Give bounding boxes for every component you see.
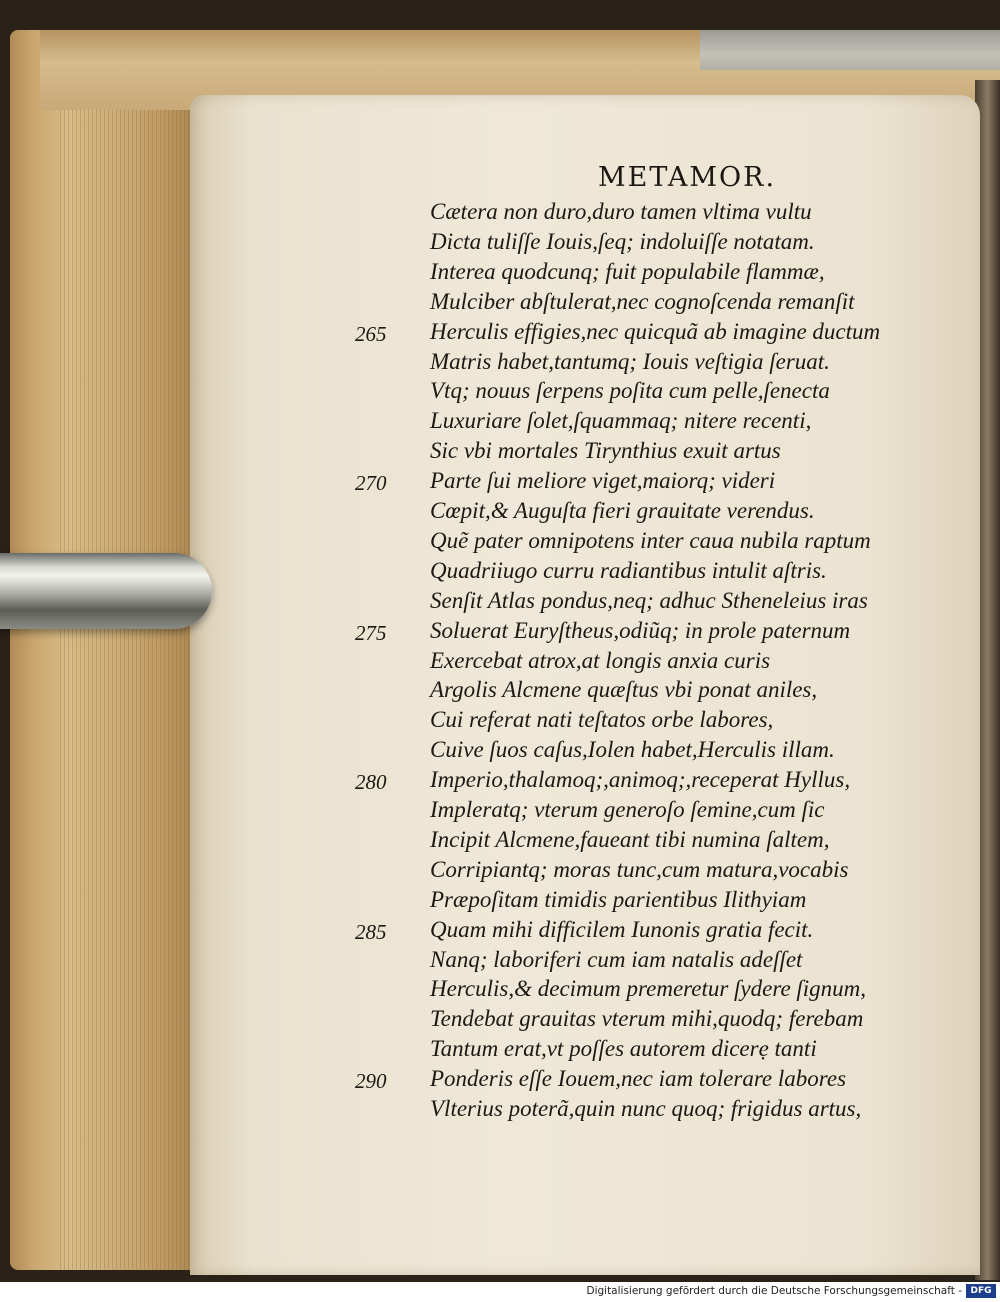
verse-line: Soluerat Euryſtheus,odiũq; in prole paternum (430, 617, 851, 643)
verse-line: Quadriiugo curru radiantibus intulit aſtris. (430, 557, 827, 583)
verse-line: Exercebat atrox,at longis anxia curis (430, 647, 771, 673)
verse-line: Dicta tuliſſe Iouis,ſeq; indoluiſſe notatam. (430, 228, 815, 254)
glass-weight-rod (0, 553, 212, 629)
verse-line: Luxuriare ſolet,ſquammaq; nitere recenti, (430, 408, 812, 434)
verse-line: Imperio,thalamoq;,animoq;,receperat Hyllus, (430, 767, 851, 793)
verse-line: Tendebat grauitas vterum mihi,quodq; ferebam (430, 1006, 864, 1032)
verse-line: Ponderis eſſe Iouem,nec iam tolerare labores (430, 1066, 847, 1092)
page-edge-lines (60, 60, 200, 1270)
footer-bar (0, 1282, 1000, 1302)
line-number: 270 (355, 471, 387, 496)
verse-line: Vtq; nouus ſerpens poſita cum pelle,ſenecta (430, 378, 830, 404)
dfg-logo-icon: DFG (966, 1284, 996, 1298)
verse-line: Nanq; laboriferi cum iam natalis adeſſet (430, 946, 803, 972)
verse-line: Senſit Atlas pondus,neq; adhuc Stheneleius iras (430, 587, 868, 613)
verse-line: Herculis,& decimum premeretur ſydere ſignum, (430, 976, 867, 1002)
line-number: 265 (355, 321, 387, 346)
verse-line: Quam mihi difficilem Iunonis gratia fecit. (430, 916, 814, 942)
verse-line: Impleratq; vterum generoſo ſemine,cum ſic (430, 797, 825, 822)
verse-line: Cœpit,& Auguſta fieri grauitate verendus. (430, 498, 815, 523)
funding-credit: Digitalisierung gefördert durch die Deutsche Forschungsgemeinschaft - (586, 1285, 962, 1297)
verse-line: Interea quodcunq; fuit populabile flammæ, (430, 258, 825, 284)
verse-line: Præpoſitam timidis parientibus Ilithyiam (430, 886, 807, 912)
verse-line: Parte ſui meliore viget,maiorq; videri (430, 468, 776, 494)
verse-line: Cætera non duro,duro tamen vltima vultu (430, 199, 812, 224)
verse-line: Sic vbi mortales Tirynthius exuit artus (430, 438, 781, 464)
verse-line: Matris habet,tantumq; Iouis veſtigia ſeruat. (430, 348, 830, 374)
line-number: 280 (355, 770, 387, 795)
verse-line: Cuive ſuos caſus,Iolen habet,Herculis illam. (430, 737, 835, 763)
verse-line: Argolis Alcmene quæſtus vbi ponat aniles, (430, 677, 818, 703)
running-header: METAMOR. (598, 162, 777, 193)
verse-line: Herculis effigies,nec quicquã ab imagine ductum (430, 318, 881, 344)
line-number: 290 (355, 1069, 387, 1094)
verse-line: Cui referat nati teſtatos orbe labores, (430, 707, 774, 733)
verse-line: Corripiantq; moras tunc,cum matura,vocabis (430, 856, 849, 882)
line-number: 285 (355, 919, 387, 944)
verse-line: Vlterius poterã,quin nunc quoq; frigidus artus, (430, 1096, 862, 1121)
cover-corner (700, 30, 1000, 70)
verse-line: Quẽ pater omnipotens inter caua nubila raptum (430, 527, 871, 553)
verse-line: Tantum erat,vt poſſes autorem dicerẹ tanti (430, 1036, 817, 1062)
line-number: 275 (355, 620, 387, 645)
verse-line: Incipit Alcmene,faueant tibi numina ſaltem, (430, 826, 830, 852)
verse-line: Mulciber abſtulerat,nec cognoſcenda remanſit (430, 288, 855, 314)
